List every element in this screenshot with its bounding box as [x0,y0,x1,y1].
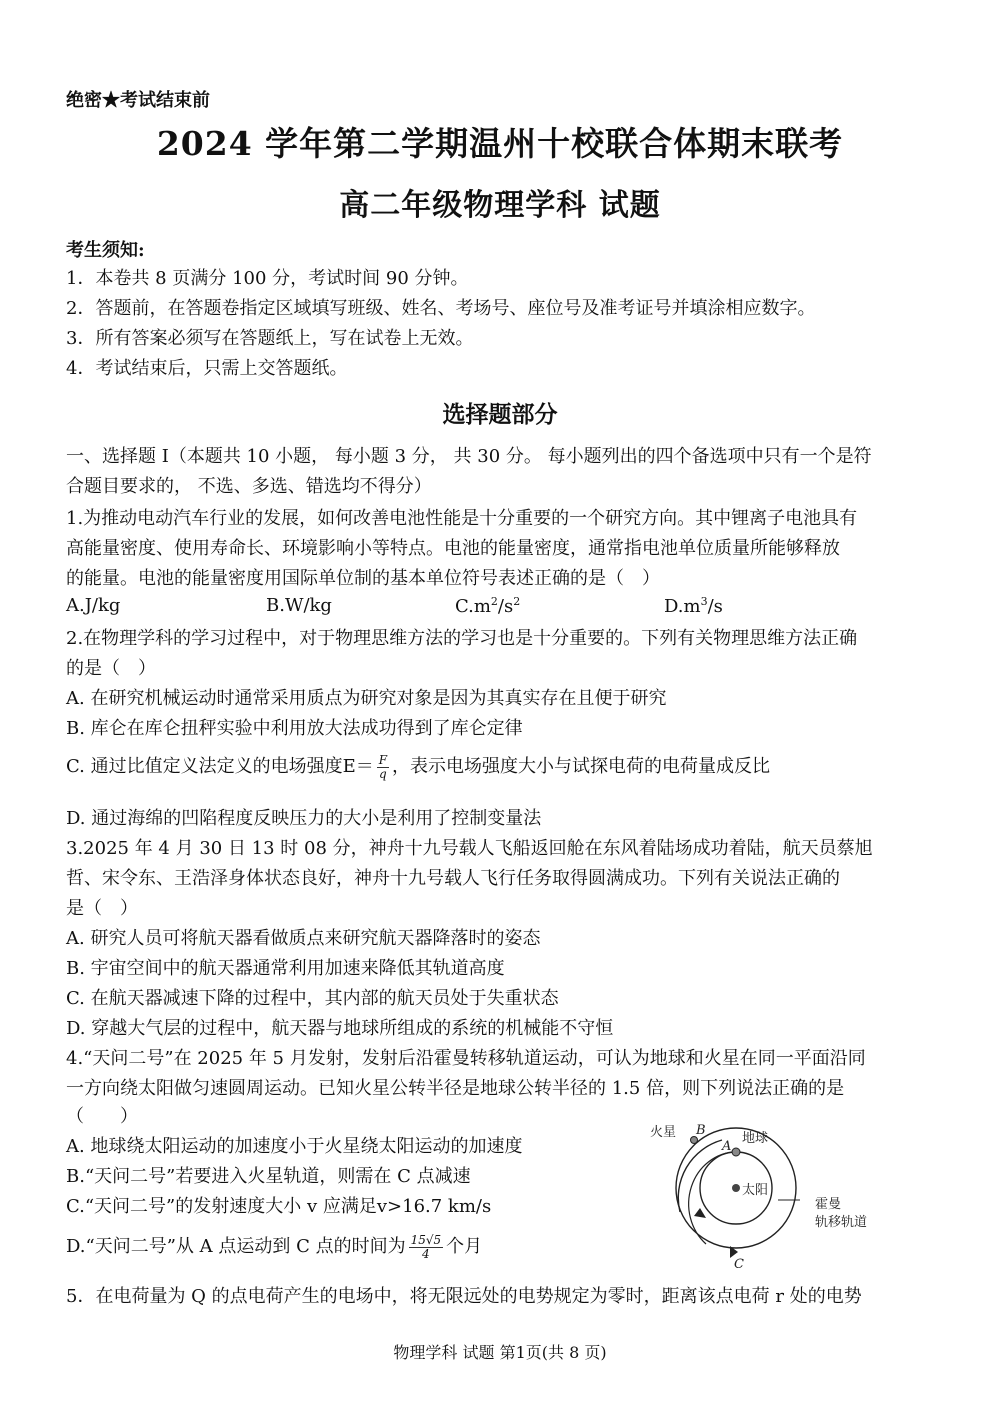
q2-option-b: B. 库仑在库仑扭秤实验中利用放大法成功得到了库仑定律 [66,718,523,739]
q1-option-b: B.W/kg [266,595,332,616]
part-intro-line: 一、选择题 I（本题共 10 小题， 每小题 3 分， 共 30 分。 每小题列出的四个备选项中只有一个是符 [66,446,872,467]
sun-label: 太阳 [742,1183,769,1198]
fraction-numerator: F [378,752,388,767]
transfer-arc [678,1140,722,1212]
q1-stem-line: 1.为推动电动汽车行业的发展，如何改善电池性能是十分重要的一个研究方向。其中锂离子电池具有 [66,508,858,529]
q3-option-a: A. 研究人员可将航天器看做质点来研究航天器降落时的姿态 [66,928,541,949]
q2-option-c [66,752,770,781]
time-fraction [409,1234,444,1261]
fraction-numerator: 15√5 [410,1232,442,1247]
q2-stem-line: 的是（ ） [66,658,156,679]
exam-subtitle: 高二年级物理学科 试题 [339,188,661,223]
q3-option-b: B. 宇宙空间中的航天器通常利用加速来降低其轨道高度 [66,958,505,979]
q2-option-c-pre: C. 通过比值定义法定义的电场强度E＝ [66,756,374,777]
sun-icon [732,1184,740,1192]
q4-stem-line: 4.“天问二号”在 2025 年 5 月发射，发射后沿霍曼转移轨道运动，可认为地球和火星在同一平面沿同 [66,1048,866,1069]
q5-stem-line: 5．在电荷量为 Q 的点电荷产生的电场中，将无限远处的电势规定为零时，距离该点电荷 r 处的电势 [66,1286,862,1307]
q4-option-c: C.“天问二号”的发射速度大小 v 应满足v>16.7 km/s [66,1196,492,1217]
q3-stem-line: 是（ ） [66,898,138,919]
confidential-label: 绝密★考试结束前 [66,90,210,111]
q1-stem-line: 高能量密度、使用寿命长、环境影响小等特点。电池的能量密度，通常指电池单位质量所能够释放 [66,538,840,559]
q2-option-d: D. 通过海绵的凹陷程度反映压力的大小是利用了控制变量法 [66,808,542,829]
q2-option-a: A. 在研究机械运动时通常采用质点为研究对象是因为其真实存在且便于研究 [66,688,667,709]
notice-item: 1．本卷共 8 页满分 100 分，考试时间 90 分钟。 [66,268,469,289]
notice-item: 3．所有答案必须写在答题纸上，写在试卷上无效。 [66,328,474,349]
orbit-label-line1: 霍曼 [815,1197,842,1212]
part-intro-line: 合题目要求的， 不选、多选、错选均不得分） [66,476,432,497]
q4-stem-line: （ ） [66,1106,138,1127]
q4-option-d-post: 个月 [446,1236,483,1257]
q3-stem-line: 哲、宋令东、王浩泽身体状态良好，神舟十九号载人飞行任务取得圆满成功。下列有关说法正确的 [66,868,840,889]
hohmann-orbit-diagram [630,1112,920,1272]
q3-option-c: C. 在航天器减速下降的过程中，其内部的航天员处于失重状态 [66,988,559,1009]
field-strength-fraction [377,754,389,781]
q1-option-a: A.J/kg [66,595,121,616]
q1-option-c-exp2: 2 [513,595,521,608]
q1-option-c-exp1: 2 [490,595,498,608]
notice-heading: 考生须知: [66,240,145,261]
earth-label: 地球 [742,1131,769,1146]
fraction-denominator: 4 [422,1246,430,1261]
transfer-orbit [689,1152,736,1244]
section-title: 选择题部分 [442,401,558,428]
notice-item: 2．答题前，在答题卷指定区域填写班级、姓名、考场号、座位号及准考证号并填涂相应数字。 [66,298,816,319]
q4-option-a: A. 地球绕太阳运动的加速度小于火星绕太阳运动的加速度 [66,1136,523,1157]
point-a-label: A [722,1139,732,1154]
point-b-label: B [696,1123,706,1138]
exam-title: 2024 学年第二学期温州十校联合体期末联考 [156,124,844,163]
q1-option-d-post: /s [707,596,723,617]
q4-stem-line: 一方向绕太阳做匀速圆周运动。已知火星公转半径是地球公转半径的 1.5 倍，则下列说法正确的是 [66,1078,845,1099]
page-footer: 物理学科 试题 第1页(共 8 页) [393,1343,607,1362]
q1-option-d-exp: 3 [700,595,708,608]
q2-stem-line: 2.在物理学科的学习过程中，对于物理思维方法的学习也是十分重要的。下列有关物理思维方法正确 [66,628,858,649]
q4-option-d-pre: D.“天问二号”从 A 点运动到 C 点的时间为 [66,1236,406,1257]
q1-option-c [455,595,520,617]
q1-stem-line: 的能量。电池的能量密度用国际单位制的基本单位符号表述正确的是（ ） [66,568,660,589]
direction-arrow-icon [694,1208,706,1218]
q4-option-b: B.“天问二号”若要进入火星轨道，则需在 C 点减速 [66,1166,471,1187]
q2-option-c-post: ，表示电场强度大小与试探电荷的电荷量成反比 [392,756,771,777]
q1-option-c-mid: /s [497,596,514,617]
q3-stem-line: 3.2025 年 4 月 30 日 13 时 08 分，神舟十九号载人飞船返回舱在东风着陆场成功着陆，航天员蔡旭 [66,838,873,859]
q3-option-d: D. 穿越大气层的过程中，航天器与地球所组成的系统的机械能不守恒 [66,1018,614,1039]
q1-option-c-text: C.m [455,596,491,617]
q1-option-d-text: D.m [664,596,701,617]
notice-item: 4．考试结束后，只需上交答题纸。 [66,358,348,379]
q1-option-d [664,595,723,617]
earth-icon [732,1148,740,1156]
mars-label: 火星 [650,1125,677,1140]
point-c-label: C [734,1257,744,1272]
orbit-label-line2: 轨移轨道 [815,1215,868,1230]
fraction-denominator: q [379,766,387,781]
q4-option-d [66,1232,482,1261]
